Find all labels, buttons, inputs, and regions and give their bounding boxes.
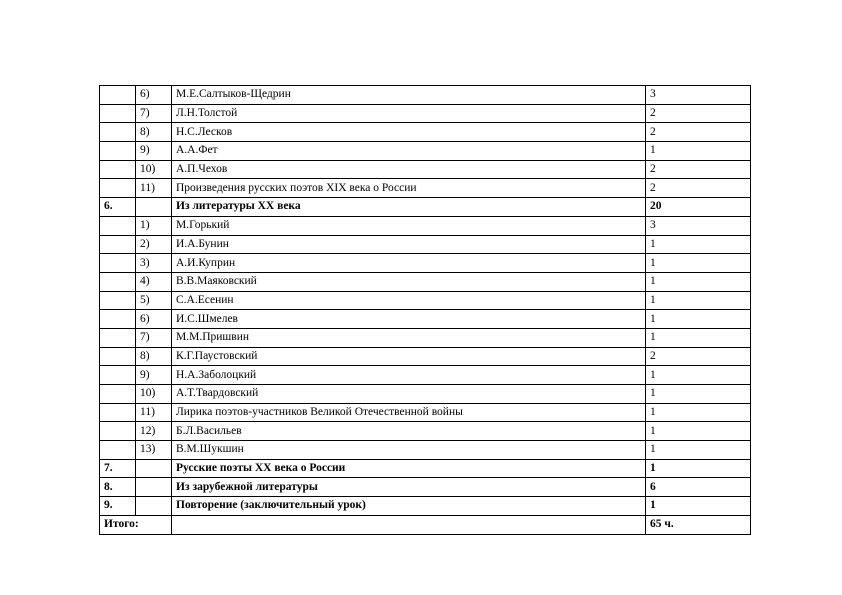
hours-cell: 2 (646, 104, 751, 123)
item-number-cell: 8) (136, 123, 172, 142)
section-number-cell (100, 179, 136, 198)
title-cell: В.В.Маяковский (172, 272, 646, 291)
title-cell: Лирика поэтов-участников Великой Отечественной войны (172, 403, 646, 422)
title-cell: А.А.Фет (172, 142, 646, 161)
title-cell: И.А.Бунин (172, 235, 646, 254)
section-number-cell (100, 235, 136, 254)
item-number-cell: 3) (136, 254, 172, 273)
section-number-cell (100, 104, 136, 123)
item-number-cell (136, 198, 172, 217)
title-cell: Из зарубежной литературы (172, 478, 646, 497)
hours-cell: 1 (646, 142, 751, 161)
item-number-cell: 4) (136, 272, 172, 291)
section-number-cell (100, 123, 136, 142)
item-number-cell: 10) (136, 160, 172, 179)
table-row (100, 104, 751, 123)
table-row (100, 310, 751, 329)
hours-cell: 1 (646, 328, 751, 347)
item-number-cell: 11) (136, 179, 172, 198)
item-number-cell: 13) (136, 441, 172, 460)
item-number-cell: 7) (136, 328, 172, 347)
table-row (100, 403, 751, 422)
table-row (100, 198, 751, 217)
hours-cell: 2 (646, 347, 751, 366)
hours-cell: 3 (646, 216, 751, 235)
section-number-cell (100, 366, 136, 385)
title-cell: В.М.Шукшин (172, 441, 646, 460)
table-row (100, 459, 751, 478)
item-number-cell (136, 497, 172, 516)
item-number-cell: 12) (136, 422, 172, 441)
total-hours: 65 ч. (646, 515, 751, 534)
item-number-cell: 9) (136, 142, 172, 161)
item-number-cell: 10) (136, 385, 172, 404)
table-row (100, 160, 751, 179)
hours-cell: 1 (646, 366, 751, 385)
hours-cell: 1 (646, 385, 751, 404)
table-row (100, 347, 751, 366)
title-cell: Н.А.Заболоцкий (172, 366, 646, 385)
hours-cell: 1 (646, 291, 751, 310)
title-cell: Н.С.Лесков (172, 123, 646, 142)
hours-cell: 20 (646, 198, 751, 217)
table-row (100, 385, 751, 404)
hours-cell: 1 (646, 310, 751, 329)
section-number-cell (100, 86, 136, 105)
hours-cell: 1 (646, 459, 751, 478)
item-number-cell: 1) (136, 216, 172, 235)
section-number-cell (100, 272, 136, 291)
item-number-cell: 9) (136, 366, 172, 385)
table-row (100, 254, 751, 273)
table-row (100, 235, 751, 254)
hours-cell: 2 (646, 123, 751, 142)
total-empty-cell (172, 515, 646, 534)
table-row (100, 216, 751, 235)
title-cell: Повторение (заключительный урок) (172, 497, 646, 516)
table-row (100, 179, 751, 198)
title-cell: Л.Н.Толстой (172, 104, 646, 123)
table-row (100, 123, 751, 142)
total-row (100, 515, 751, 534)
hours-cell: 3 (646, 86, 751, 105)
title-cell: А.П.Чехов (172, 160, 646, 179)
table-row (100, 86, 751, 105)
item-number-cell: 6) (136, 86, 172, 105)
item-number-cell: 2) (136, 235, 172, 254)
title-cell: М.М.Пришвин (172, 328, 646, 347)
item-number-cell: 8) (136, 347, 172, 366)
table-row (100, 497, 751, 516)
table-row (100, 272, 751, 291)
title-cell: А.Т.Твардовский (172, 385, 646, 404)
title-cell: М.Е.Салтыков-Щедрин (172, 86, 646, 105)
section-number-cell (100, 254, 136, 273)
item-number-cell: 6) (136, 310, 172, 329)
hours-cell: 1 (646, 441, 751, 460)
section-number-cell (100, 403, 136, 422)
title-cell: И.С.Шмелев (172, 310, 646, 329)
title-cell: Русские поэты XX века о России (172, 459, 646, 478)
hours-cell: 2 (646, 160, 751, 179)
title-cell: С.А.Есенин (172, 291, 646, 310)
section-number-cell (100, 142, 136, 161)
section-number-cell: 6. (100, 198, 136, 217)
hours-cell: 1 (646, 422, 751, 441)
section-number-cell (100, 328, 136, 347)
hours-cell: 1 (646, 272, 751, 291)
section-number-cell (100, 347, 136, 366)
section-number-cell (100, 441, 136, 460)
hours-cell: 6 (646, 478, 751, 497)
table-row (100, 441, 751, 460)
title-cell: Б.Л.Васильев (172, 422, 646, 441)
curriculum-table (99, 85, 751, 535)
title-cell: А.И.Куприн (172, 254, 646, 273)
table-row (100, 291, 751, 310)
hours-cell: 2 (646, 179, 751, 198)
total-label: Итого: (100, 515, 172, 534)
item-number-cell: 5) (136, 291, 172, 310)
title-cell: К.Г.Паустовский (172, 347, 646, 366)
section-number-cell (100, 291, 136, 310)
section-number-cell (100, 310, 136, 329)
hours-cell: 1 (646, 235, 751, 254)
section-number-cell: 9. (100, 497, 136, 516)
title-cell: Из литературы XX века (172, 198, 646, 217)
table-row (100, 366, 751, 385)
table-row (100, 142, 751, 161)
section-number-cell (100, 216, 136, 235)
section-number-cell (100, 385, 136, 404)
section-number-cell (100, 422, 136, 441)
item-number-cell (136, 459, 172, 478)
section-number-cell: 8. (100, 478, 136, 497)
hours-cell: 1 (646, 403, 751, 422)
title-cell: М.Горький (172, 216, 646, 235)
item-number-cell (136, 478, 172, 497)
table-row (100, 422, 751, 441)
table-row (100, 478, 751, 497)
item-number-cell: 11) (136, 403, 172, 422)
item-number-cell: 7) (136, 104, 172, 123)
section-number-cell (100, 160, 136, 179)
title-cell: Произведения русских поэтов XIX века о России (172, 179, 646, 198)
table-row (100, 328, 751, 347)
section-number-cell: 7. (100, 459, 136, 478)
hours-cell: 1 (646, 497, 751, 516)
curriculum-table-body (100, 86, 751, 535)
hours-cell: 1 (646, 254, 751, 273)
